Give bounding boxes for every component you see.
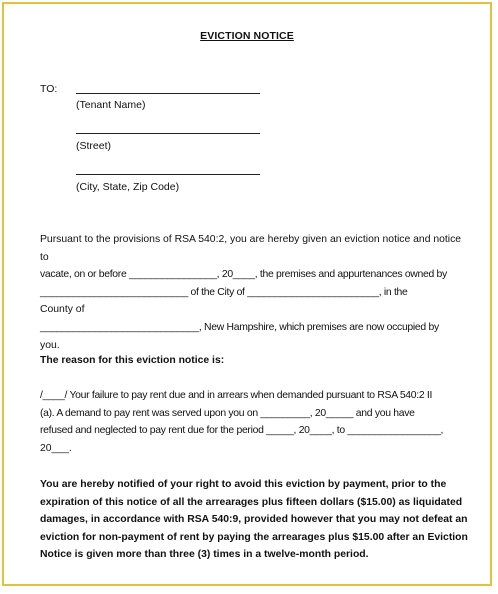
vacate-line-4: County of [40,304,85,316]
notice-line-1: You are hereby notified of your right to avoid this eviction by payment, prior to the [40,479,447,490]
street-label: (Street) [76,140,112,152]
vacate-paragraph [40,231,468,354]
document-title: EVICTION NOTICE [200,30,294,42]
reason-paragraph [40,387,468,457]
notice-line-3: damages, in accordance with RSA 540:9, provided however that you may not defeat an [40,514,468,526]
document-page [2,2,492,586]
vacate-line-1: Pursuant to the provisions of RSA 540:2, you are hereby given an eviction notice and notice to [40,234,462,263]
reason-heading: The reason for this eviction notice is: [40,355,225,366]
tenant-name-label: (Tenant Name) [76,99,146,111]
vacate-line-5: _____________________________, New Hampshire, which premises are now occupied by [40,321,439,333]
notice-line-5: Notice is given more than three (3) times in a twelve-month period. [40,549,369,561]
city-state-zip-label: (City, State, Zip Code) [76,181,180,193]
vacate-line-3: ___________________________ of the City of ________________________, in the [40,286,408,298]
city-state-zip-line [76,174,260,175]
vacate-line-2: vacate, on or before ________________, 20____, the premises and appurtenances owned by [40,269,447,281]
reason-line-3: refused and neglected to pay rent due for the period _____, 20____, to _________________, [40,425,444,437]
to-label: TO: [40,83,58,95]
reason-line-2: (a). A demand to pay rent was served upon you on _________, 20_____ and you have [40,407,415,419]
street-line [76,133,260,134]
notice-line-2: expiration of this notice of all the arrearages plus fifteen dollars ($15.00) as liquidated [40,496,463,508]
notice-line-4: eviction for non-payment of rent by paying the arrearages plus $15.00 after an Eviction [40,531,468,543]
vacate-line-6: you. [40,339,60,351]
tenant-name-line [76,93,260,94]
reason-line-1: /____/ Your failure to pay rent due and in arrears when demanded pursuant to RSA 540:2 II [40,390,433,401]
reason-line-4: 20___. [40,442,72,454]
payment-notice-paragraph [40,476,468,564]
